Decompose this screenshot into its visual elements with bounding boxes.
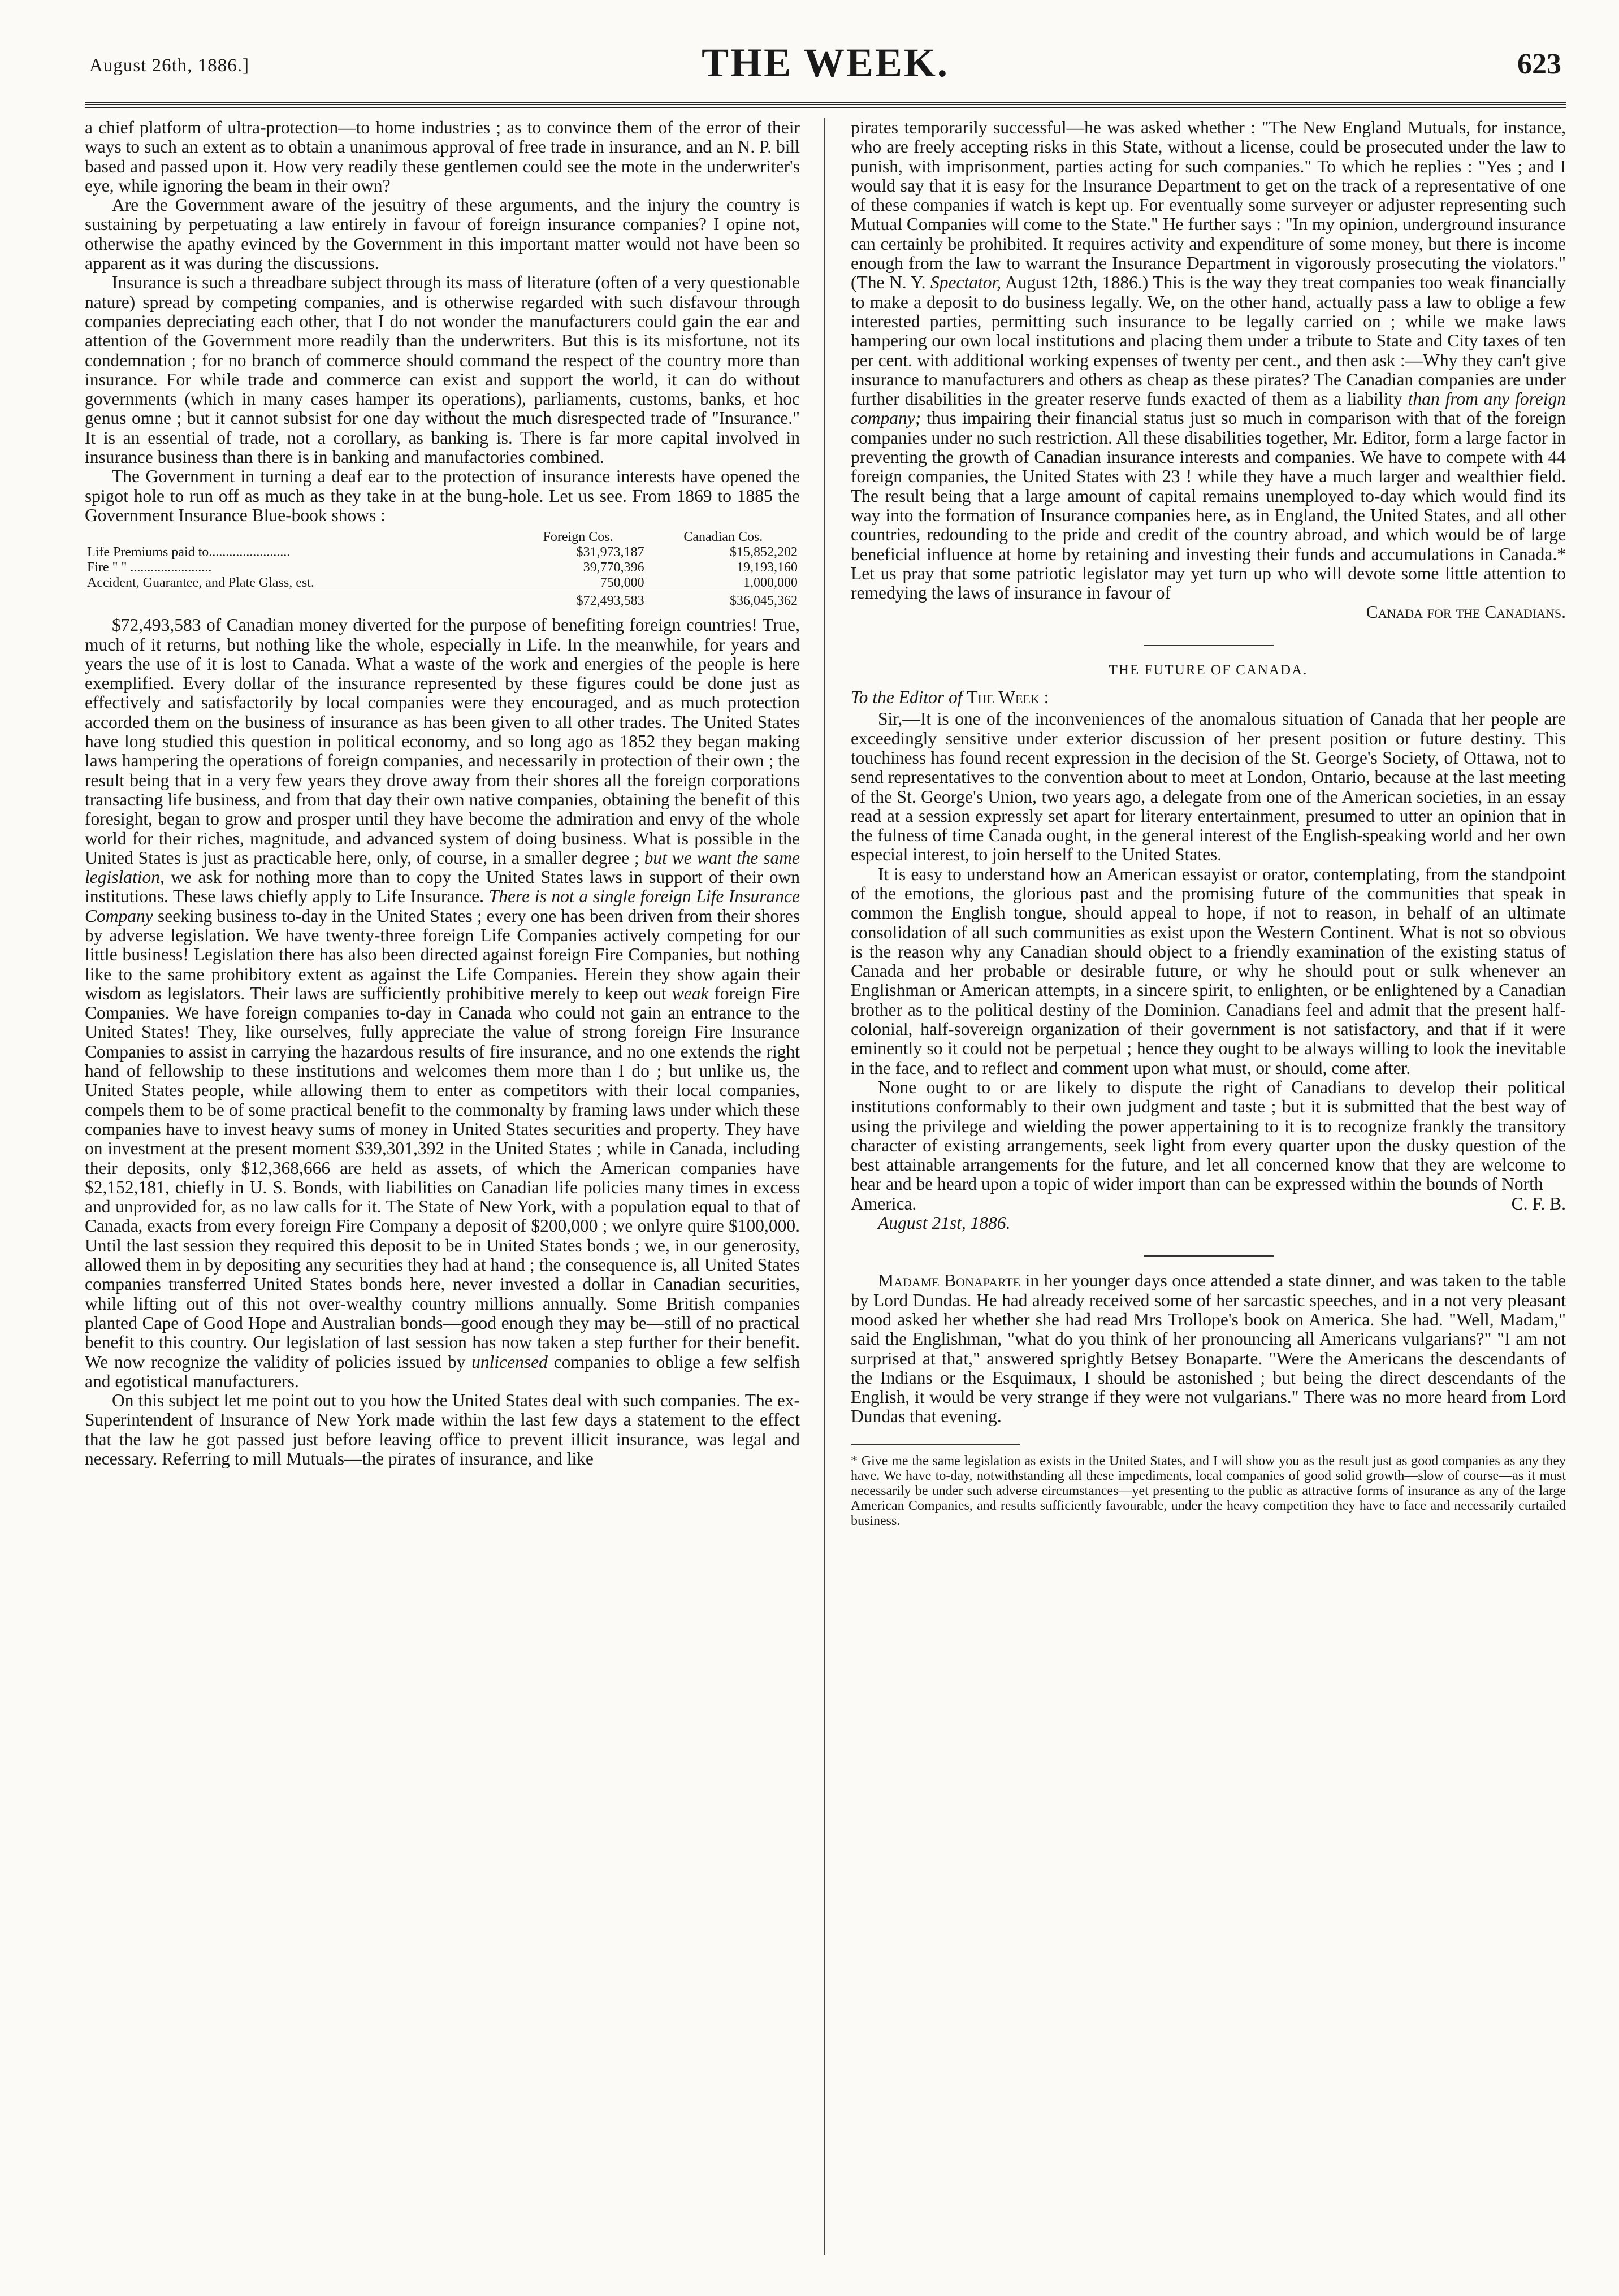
canadian-value: 19,193,160 bbox=[737, 560, 798, 575]
column-header-foreign: Foreign Cos. bbox=[543, 530, 613, 545]
left-column bbox=[85, 118, 800, 2266]
foreign-value: $31,973,187 bbox=[576, 545, 644, 560]
masthead bbox=[85, 40, 1566, 102]
columns bbox=[85, 118, 1566, 2266]
blue-book-table bbox=[85, 530, 800, 609]
table-total-row bbox=[85, 591, 800, 609]
right-column bbox=[851, 118, 1566, 2266]
foreign-value: 750,000 bbox=[600, 575, 644, 591]
paragraph: Are the Government aware of the jesuitry of these arguments, and the injury the country is sustaining by perpetuating a law entirely in favour of foreign insurance companies? I opine not, otherwise the apathy evinced by the Government in this important matter would not have been so apparent as it was during the discussions. bbox=[85, 195, 800, 274]
section-title: THE FUTURE OF CANADA. bbox=[1109, 662, 1308, 678]
paragraph: Madame Bonaparte in her younger days once attended a state dinner, and was taken to the table by Lord Dundas. He had already received some of her sarcastic speeches, and in a not very pleasant mood asked her whether she had read Mrs Trollope's book on America. She had. "Well, Madam," said the Englishman, "what do you think of her pronouncing all Americans vulgarians?" "I am not surprised at that," answered sprightly Betsey Bonaparte. "Were the Americans the descendants of the Indians or the Esquimaux, I should be astonished ; but being the direct descendants of the English, it would be very strange if they were not vulgarians." There was no more heard from Lord Dundas that evening. bbox=[851, 1271, 1566, 1427]
foreign-value: 39,770,396 bbox=[583, 560, 644, 575]
header-rule bbox=[85, 102, 1566, 108]
author-initials: C. F. B. bbox=[1511, 1193, 1566, 1214]
letter-signature: Canada for the Canadians. bbox=[1366, 602, 1566, 622]
canadian-value: $15,852,202 bbox=[730, 545, 798, 560]
table-row bbox=[85, 545, 800, 560]
foreign-total: $72,493,583 bbox=[510, 591, 647, 609]
paragraph: On this subject let me point out to you how the United States deal with such companies. The ex-Superintendent of Insurance of New York made within the last few days a statement to the effect that the law he got passed just before leaving office to prevent illicit insurance, was legal and necessary. Referring to mill Mutuals—the pirates of insurance, and like bbox=[85, 1390, 800, 1468]
table-row bbox=[85, 560, 800, 575]
page-number: 623 bbox=[1517, 48, 1561, 80]
paragraph: a chief platform of ultra-protection—to home industries ; as to convince them of the error of their ways to such an extent as to obtain a unanimous approval of free trade in insurance, and an N. P. bill based and passed upon it. How very readily these gentlemen could see the mote in the underwriter's eye, while ignoring the beam in their own? bbox=[85, 118, 800, 196]
column-header-canadian: Canadian Cos. bbox=[683, 530, 763, 545]
section-divider bbox=[1144, 1255, 1274, 1257]
footnote-divider bbox=[851, 1444, 1020, 1445]
table-row bbox=[85, 575, 800, 591]
canadian-total: $36,045,362 bbox=[647, 591, 800, 609]
publication-title: THE WEEK. bbox=[702, 40, 949, 85]
row-label: Accident, Guarantee, and Plate Glass, est. bbox=[87, 575, 314, 591]
canadian-value: 1,000,000 bbox=[743, 575, 798, 591]
column-divider bbox=[824, 118, 825, 2255]
section-divider bbox=[1144, 645, 1274, 646]
issue-date: August 26th, 1886.] bbox=[89, 55, 249, 76]
paragraph: The Government in turning a deaf ear to the protection of insurance interests have opened the spigot hole to run off as much as they take in at the bung-hole. Let us see. From 1869 to 1885 the Government Insurance Blue-book shows : bbox=[85, 466, 800, 525]
footnote: * Give me the same legislation as exists in the United States, and I will show you as the result just as good companies as any they have. We have to-day, notwithstanding all these impediments, local companies of good solid growth—slow of course—as it must necessarily be under such adverse circumstances—yet presenting to the public as attractive forms of insurance as any of the large American Companies, and results sufficiently favourable, under the heavy competition they have to face and necessarily curtailed business. bbox=[851, 1453, 1566, 1528]
paragraph: $72,493,583 of Canadian money diverted for the purpose of benefiting foreign countries! True, much of it returns, but nothing like the whole, especially in Life. In the meanwhile, for years and years the use of it is lost to Canada. What a waste of the work and energies of the people is here exemplified. Every dollar of the insurance represented by these figures could be done just as effectively and satisfactorily by local companies were they encouraged, and as much protection accorded them on the business of insurance as has been given to all other trades. The United States have long studied this question in political economy, and so long ago as 1852 they began making laws hampering the operations of foreign companies, and necessarily in protection of their own ; the result being that in a very few years they drove away from their shores all the foreign corporations transacting life business, and from that day their own native companies, obtaining the benefit of this foresight, began to grow and prosper until they have become the admiration and envy of the whole world for their riches, magnitude, and advanced system of doing business. What is possible in the United States is just as practicable here, only, of course, in a smaller degree ; but we want the same legislation, we ask for nothing more than to copy the United States laws in support of their own institutions. These laws chiefly apply to Life Insurance. There is not a single foreign Life Insurance Company seeking business to-day in the United States ; every one has been driven from their shores by adverse legislation. We have twenty-three foreign Life Companies actively competing for our little business! Legislation there has also been directed against foreign Fire Companies, but nothing like to the same prohibitory extent as against the Life Companies. Herein they show again their wisdom as legislators. Their laws are sufficiently prohibitive merely to keep out weak foreign Fire Companies. We have foreign companies to-day in Canada who could not gain an entrance to the United States! They, like ourselves, fully appreciate the value of strong foreign Fire Insurance Companies to assist in carrying the hazardous results of fire insurance, and no one extends the right hand of fellowship to these institutions and welcomes them more than I do ; but unlike us, the United States people, while allowing them to enter as competitors with their local companies, compels them to be of some practical benefit to the commonalty by framing laws under which these companies have to invest heavy sums of money in United States securities and property. They have on investment at the present moment $39,301,392 in the United States ; while in Canada, including their deposits, only $12,368,666 are held as assets, of which the American companies have $2,152,181, chiefly in U. S. Bonds, with liabilities on Canadian life policies many times in excess and unprovided for, as no law calls for it. The State of New York, with a population equal to that of Canada, exacts from every foreign Fire Company a deposit of $200,000 ; we onlyre quire $100,000. Until the last session they required this deposit to be in United States bonds ; we, in our generosity, allowed them in by depositing any securities they had at hand ; the consequence is, all United States companies transferred United States bonds here, never invested a dollar in Canadian securities, while lifting out of this not over-wealthy country millions annually. Some British companies planted Cape of Good Hope and Australian bonds—good enough they may be—still of no practical benefit to this country. Our legislation of last session has now taken a step further for their benefit. We now recognize the validity of policies issued by unlicensed companies to oblige a few selfish and egotistical manufacturers. bbox=[85, 615, 800, 1391]
newspaper-page bbox=[85, 40, 1566, 2278]
paragraph: None ought to or are likely to dispute the right of Canadians to develop their political institutions conformably to their own judgment and taste ; but it is submitted that the best way of using the privilege and wielding the power appertaining to it is to recognize frankly the transitory character of existing arrangements, seek light from every quarter upon the dusky question of the best attainable arrangements for the future, and let all concerned know that they are welcome to hear and be heard upon a topic of wider import than can be expressed within the bounds of North bbox=[851, 1077, 1566, 1194]
paragraph: pirates temporarily successful—he was asked whether : "The New England Mutuals, for instance, who are freely accepting risks in this State, without a license, could be prosecuted under the law to punish, with imprisonment, parties acting for such companies." To which he replies : "Yes ; and I would say that it is easy for the Insurance Department to get on the track of a representative of one of these companies if watch is kept up. For eventually some surveyer or adjuster representing such Mutual Companies will come to the State." He further says : "In my opinion, underground insurance can certainly be prohibited. It requires activity and expenditure of some money, but there is income enough from the law to warrant the Insurance Department in vigorously prosecuting the violators." (The N. Y. Spectator, August 12th, 1886.) This is the way they treat companies too weak financially to make a deposit to do business legally. We, on the other hand, actually pass a law to oblige a few interested parties, permitting such insurance to be legally carried on ; while we make laws hampering our own local institutions and placing them under a tribute to State and City taxes of ten per cent. with additional working expenses of twenty per cent., and then ask :—Why they can't give insurance to manufacturers and others as cheap as these pirates? The Canadian companies are under further disabilities in the greater reserve funds exacted of them as a liability than from any foreign company; thus impairing their financial status just so much in comparison with that of the foreign companies under no such restriction. All these disabilities together, Mr. Editor, form a large factor in preventing the growth of Canadian insurance interests and companies. We have to compete with 44 foreign companies, the United States with 23 ! while they have a much larger and wealthier field. The result being that a large amount of capital remains unemployed to-day which would find its way into the formation of Insurance companies here, as in England, the United States, and all other countries, redounding to the pride and credit of the country abroad, and which would be of large beneficial influence at home by retaining and investing their funds and accumulations in Canada.* Let us pray that some patriotic legislator may yet turn up who will devote some little attention to remedying the laws of insurance in favour of bbox=[851, 118, 1566, 603]
letter-closing: America. C. F. B. bbox=[851, 1193, 1566, 1214]
row-label: Fire " " ........................ bbox=[87, 560, 212, 575]
paragraph: It is easy to understand how an American essayist or orator, contemplating, from the standpoint of the emotions, the glorious past and the promising future of the communities that speak in common the English tongue, should appeal to hope, if not to reason, in behalf of an ultimate consolidation of all such communities as exist upon the Western Continent. What is not so obvious is the reason why any Canadian should object to a friendly examination of the existing status of Canada and her probable or desirable future, or why he should pout or sulk whenever an Englishman or American attempts, in a sincere spirit, to enlighten, or be enlightened by a Canadian brother as to the political destiny of the Dominion. Canadians feel and admit that the present half-colonial, half-sovereign organization of their government is not satisfactory, and that if it were eminently so it could not be perpetual ; hence they ought to be always willing to look the inevitable in the face, and to reflect and comment upon what must, or should, come after. bbox=[851, 864, 1566, 1078]
paragraph: Sir,—It is one of the inconveniences of the anomalous situation of Canada that her people are exceedingly sensitive under exterior discussion of her present position or future destiny. This touchiness has found recent expression in the decision of the St. George's Society, of Ottawa, not to send representatives to the convention about to meet at London, Ontario, because at the last meeting of the St. George's Union, two years ago, a delegate from one of the American societies, in an essay read at a session expressly set apart for literary entertainment, presumed to utter an opinion that in the fulness of time Canada ought, in the general interest of the English-speaking world and her own especial interest, to join herself to the United States. bbox=[851, 709, 1566, 865]
row-label: Life Premiums paid to........................ bbox=[87, 545, 291, 560]
letter-date: August 21st, 1886. bbox=[878, 1213, 1011, 1233]
salutation: To the Editor of The Week : bbox=[851, 687, 1049, 708]
paragraph: Insurance is such a threadbare subject through its mass of literature (often of a very questionable nature) spread by competing companies, and is otherwise regarded with such disfavour through companies depreciating each other, that I do not wonder the manufacturers could gain the ear and attention of the Government more readily than the underwriters. But this is its misfortune, not its condemnation ; for no branch of commerce should command the respect of the country more than insurance. For while trade and commerce can exist and support the world, it can do without governments (which in many cases hamper its operations), parliaments, customs, banks, et hoc genus omne ; but it cannot subsist for one day without the much disrespected trade of "Insurance." It is an essential of trade, not a corollary, as banking is. There is far more capital involved in insurance business than there is in banking and manufactories combined. bbox=[85, 272, 800, 467]
